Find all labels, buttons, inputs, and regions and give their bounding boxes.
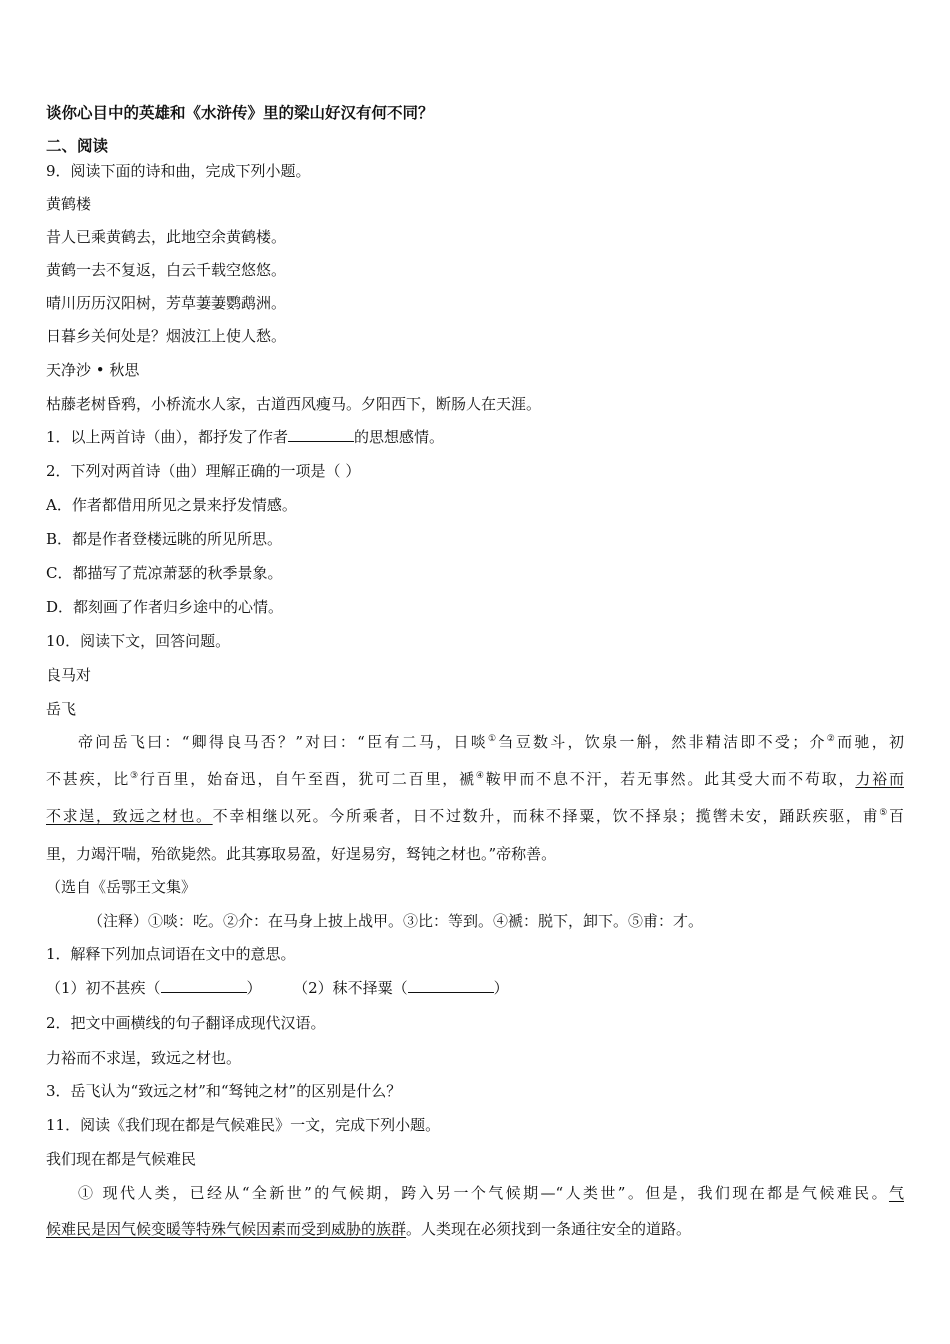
essay-title: 良马对 xyxy=(46,666,92,684)
question-10-1: 1．解释下列加点词语在文中的意思。 xyxy=(46,945,296,963)
question-hero: 谈你心目中的英雄和《水浒传》里的梁山好汉有何不同？ xyxy=(46,103,434,122)
underlined-definition-part2: 候难民是因气候变暖等特殊气候因素而受到威胁的族群 xyxy=(46,1220,407,1238)
question-9-2: 2．下列对两首诗（曲）理解正确的一项是（ ） xyxy=(46,462,361,480)
poem1-line2: 黄鹤一去不复返，白云千载空悠悠。 xyxy=(46,261,287,279)
article-paragraph1-line2: 候难民是因气候变暖等特殊气候因素而受到威胁的族群。人类现在必须找到一条通往安全的道路。 xyxy=(46,1220,692,1238)
option-b: B．都是作者登楼远眺的所见所思。 xyxy=(46,530,283,548)
question-11-intro: 11．阅读《我们现在都是气候难民》一文，完成下列小题。 xyxy=(46,1116,441,1134)
answer-blank-1[interactable] xyxy=(161,978,247,993)
essay-paragraph-line1: 帝问岳飞曰：“卿得良马否？”对曰：“臣有二马，日啖①刍豆数斗，饮泉一斛，然非精洁即不受；介②而驰，初 xyxy=(78,733,904,751)
essay-source: （选自《岳鄂王文集》 xyxy=(46,878,197,896)
essay-paragraph-line2: 不甚疾，比③行百里，始奋迅，自午至酉，犹可二百里，褫④鞍甲而不息不汗，若无事然。此其受大而不苟取，力裕而 xyxy=(46,770,904,788)
article-paragraph1-line1: ① 现代人类，已经从“全新世”的气候期，跨入另一个气候期—“人类世”。但是，我们现在都是气候难民。气 xyxy=(78,1184,904,1202)
question-9-1 xyxy=(46,427,904,447)
essay-paragraph-line3: 不求逞，致远之材也。不幸相继以死。今所乘者，日不过数升，而秣不择粟，饮不择泉；揽辔未安，踊跃疾驱，甫⑤百 xyxy=(46,807,904,825)
question-10-1-items: （1）初不甚疾（ ） （2）秣不择粟（ ） xyxy=(46,979,509,997)
option-a: A．作者都借用所见之景来抒发情感。 xyxy=(46,496,297,514)
question-10-3: 3．岳飞认为“致远之材”和“驽钝之材”的区别是什么？ xyxy=(46,1082,402,1100)
question-9-1-text-end: 的思想感情。 xyxy=(354,428,445,446)
poem1-line3: 晴川历历汉阳树，芳草萋萋鹦鹉洲。 xyxy=(46,294,287,312)
underlined-sentence-part2: 不求逞，致远之材也。 xyxy=(46,807,213,825)
essay-notes: （注释）①啖：吃。②介：在马身上披上战甲。③比：等到。④褫：脱下，卸下。⑤甫：才。 xyxy=(88,912,704,930)
question-10-2-sentence: 力裕而不求逞，致远之材也。 xyxy=(46,1049,242,1067)
poem2-title: 天净沙 • 秋思 xyxy=(46,361,140,379)
option-c: C．都描写了荒凉萧瑟的秋季景象。 xyxy=(46,564,283,582)
poem1-title: 黄鹤楼 xyxy=(46,195,92,213)
option-d: D．都刻画了作者归乡途中的心情。 xyxy=(46,598,284,616)
underlined-definition-part1: 气 xyxy=(888,1184,904,1202)
essay-author: 岳飞 xyxy=(46,700,77,718)
section-heading-reading: 二、阅读 xyxy=(46,136,109,155)
question-10-2: 2．把文中画横线的句子翻译成现代汉语。 xyxy=(46,1014,326,1032)
question-9-1-text: 1．以上两首诗（曲），都抒发了作者 xyxy=(46,428,289,446)
poem1-line4: 日暮乡关何处是？烟波江上使人愁。 xyxy=(46,327,287,345)
essay-paragraph-line4: 里，力竭汗喘，殆欲毙然。此其寡取易盈，好逞易穷，驽钝之材也。”帝称善。 xyxy=(46,845,557,863)
poem1-line1: 昔人已乘黄鹤去，此地空余黄鹤楼。 xyxy=(46,228,287,246)
question-10-intro: 10．阅读下文，回答问题。 xyxy=(46,632,231,650)
article-title: 我们现在都是气候难民 xyxy=(46,1150,197,1168)
underlined-sentence-part1: 力裕而 xyxy=(855,770,904,788)
answer-blank-2[interactable] xyxy=(408,978,494,993)
poem2-line1: 枯藤老树昏鸦，小桥流水人家，古道西风瘦马。夕阳西下，断肠人在天涯。 xyxy=(46,395,542,413)
answer-blank[interactable] xyxy=(288,427,354,442)
question-9-intro: 9．阅读下面的诗和曲，完成下列小题。 xyxy=(46,162,311,180)
